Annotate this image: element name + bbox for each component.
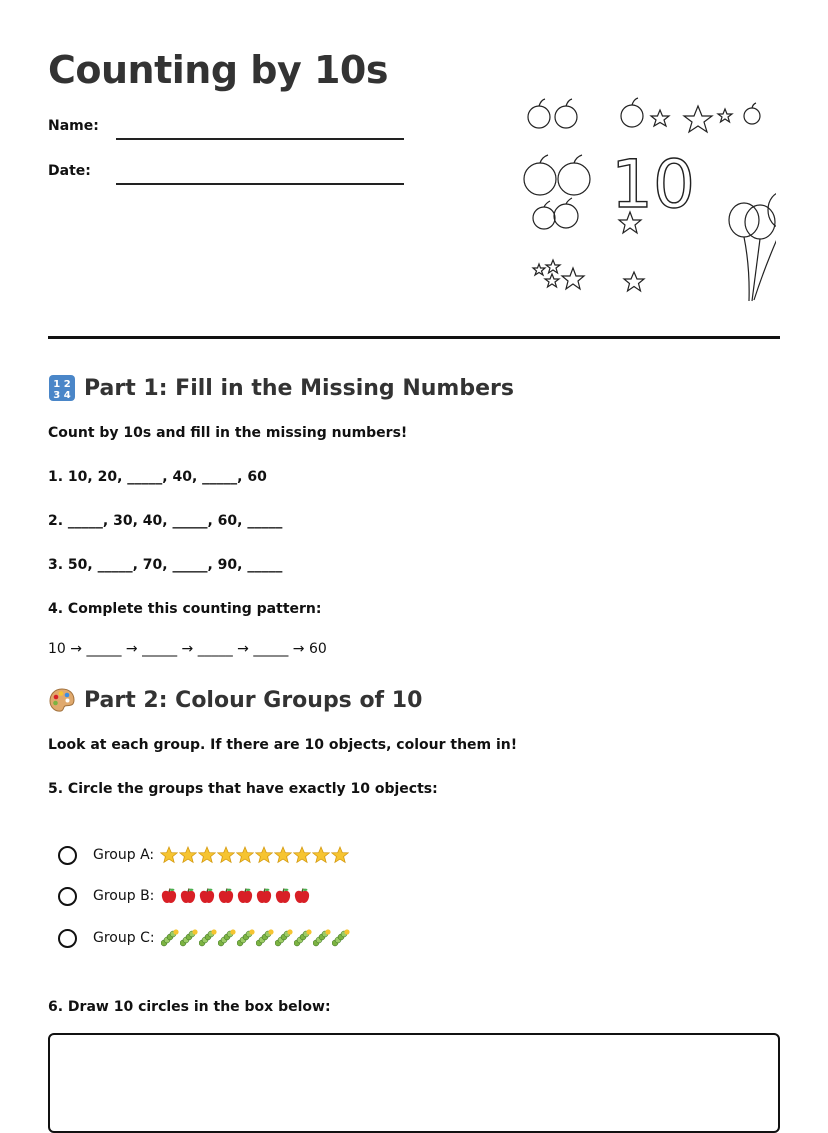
artist-palette-icon (48, 686, 76, 714)
group-a-radio[interactable] (58, 846, 77, 865)
number-ten: 10 (611, 146, 695, 223)
question-3: 3. 50, _____, 70, _____, 90, _____ (48, 557, 283, 573)
part1-heading (48, 374, 514, 402)
caterpillar-icon (161, 929, 179, 947)
question-5: 5. Circle the groups that have exactly 10 objects: (48, 781, 438, 797)
apple-icon (744, 103, 760, 124)
star-icon (312, 846, 330, 864)
apple-icon (528, 99, 550, 128)
apple-icon (198, 887, 216, 905)
question-1: 1. 10, 20, _____, 40, _____, 60 (48, 469, 267, 485)
apple-icon (554, 198, 578, 228)
group-b-icons (160, 887, 311, 905)
page-title: Counting by 10s (48, 48, 388, 92)
apple-icon (555, 99, 577, 128)
counting-pattern: 10 → _____ → _____ → _____ → _____ → 60 (48, 641, 327, 657)
part2-heading-text: Part 2: Colour Groups of 10 (84, 687, 423, 713)
caterpillar-icon (313, 929, 331, 947)
part2-heading (48, 686, 422, 714)
star-icon (331, 846, 349, 864)
group-c-icons (161, 929, 350, 947)
star-icon (255, 846, 273, 864)
apple-icon (255, 887, 273, 905)
part2-instruction: Look at each group. If there are 10 objects, colour them in! (48, 737, 518, 753)
apple-icon (217, 887, 235, 905)
group-a-row (58, 843, 349, 867)
apple-icon (236, 887, 254, 905)
apple-icon (533, 201, 555, 229)
group-b-radio[interactable] (58, 887, 77, 906)
name-label: Name: (48, 118, 99, 134)
caterpillar-icon (294, 929, 312, 947)
star-icon (160, 846, 178, 864)
apple-icon (179, 887, 197, 905)
date-label: Date: (48, 163, 91, 179)
star-icon (179, 846, 197, 864)
caterpillar-icon (332, 929, 350, 947)
apple-icon (274, 887, 292, 905)
group-c-radio[interactable] (58, 929, 77, 948)
caterpillar-icon (237, 929, 255, 947)
caterpillar-icon (275, 929, 293, 947)
input-numbers-icon (48, 374, 76, 402)
star-icon (562, 268, 584, 289)
drawing-box[interactable] (48, 1033, 780, 1133)
apple-icon (621, 98, 643, 127)
group-a-label: Group A: (93, 847, 155, 863)
group-a-icons (160, 846, 349, 864)
caterpillar-icon (199, 929, 217, 947)
group-c-row (58, 926, 350, 950)
group-b-label: Group B: (93, 888, 155, 904)
star-icon (217, 846, 235, 864)
apple-icon (558, 155, 590, 195)
star-icon (293, 846, 311, 864)
part1-heading-text: Part 1: Fill in the Missing Numbers (84, 375, 514, 401)
question-6: 6. Draw 10 circles in the box below: (48, 999, 331, 1015)
name-line (116, 138, 404, 140)
star-icon (546, 260, 560, 273)
apple-icon (293, 887, 311, 905)
star-icon (718, 109, 732, 122)
svg-text:1 2: 1 2 (53, 379, 71, 390)
caterpillar-icon (256, 929, 274, 947)
group-c-label: Group C: (93, 930, 155, 946)
caterpillar-icon (180, 929, 198, 947)
caterpillar-icon (218, 929, 236, 947)
star-icon (533, 264, 545, 275)
star-icon (274, 846, 292, 864)
balloons-icon (729, 192, 776, 301)
question-4: 4. Complete this counting pattern: (48, 601, 322, 617)
star-icon (624, 272, 644, 291)
apple-icon (160, 887, 178, 905)
header-divider (48, 336, 780, 339)
part1-instruction: Count by 10s and fill in the missing numbers! (48, 425, 408, 441)
apple-icon (524, 155, 556, 195)
svg-text:3 4: 3 4 (53, 390, 71, 401)
date-line (116, 183, 404, 185)
star-icon (545, 274, 559, 287)
group-b-row (58, 884, 311, 908)
star-icon (651, 110, 669, 126)
star-icon (236, 846, 254, 864)
counting-illustration (516, 92, 776, 307)
worksheet-page (48, 0, 780, 1118)
star-icon (198, 846, 216, 864)
question-2: 2. _____, 30, 40, _____, 60, _____ (48, 513, 283, 529)
star-icon (684, 106, 712, 132)
